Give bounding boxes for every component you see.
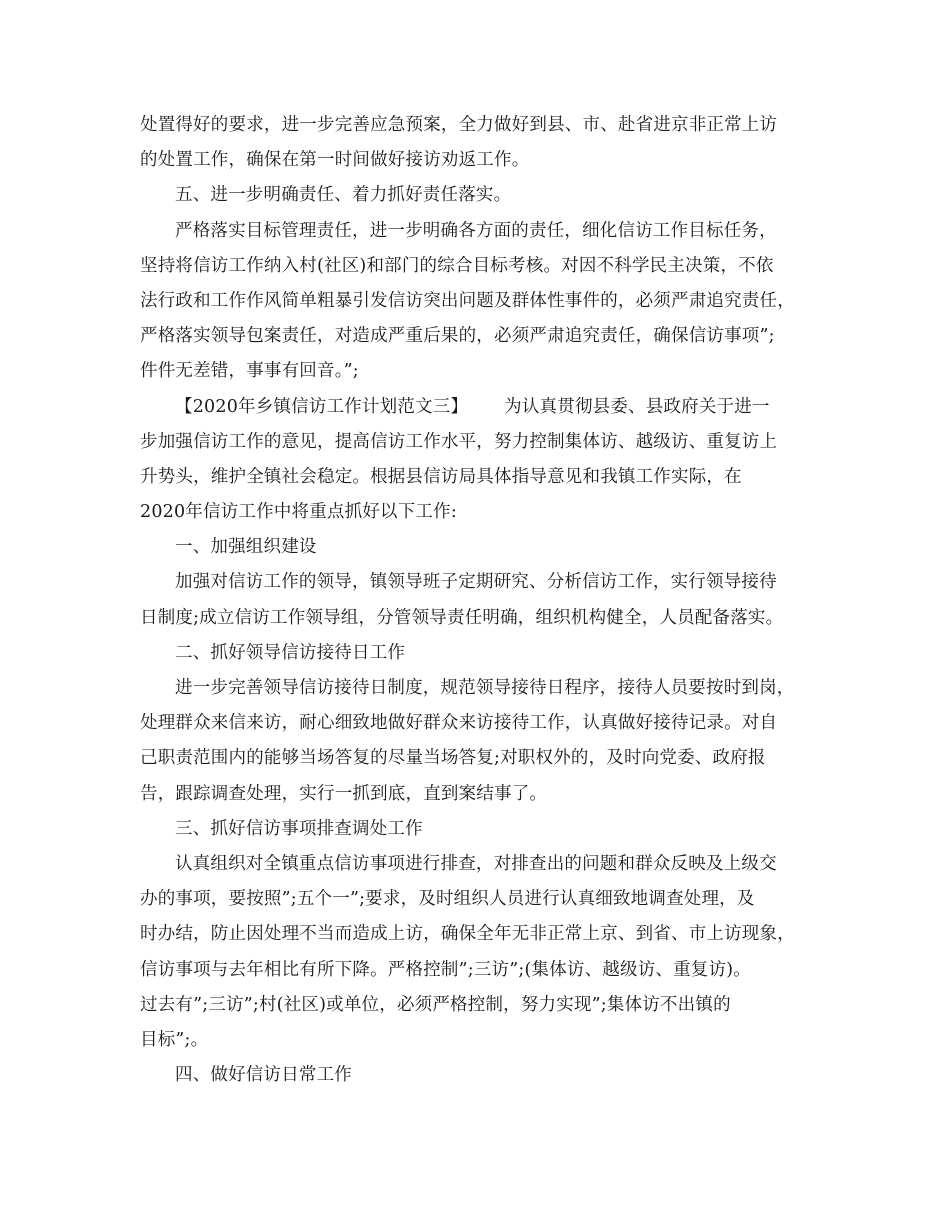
text-line-content: 升势头，维护全镇社会稳定。根据县信访局具体指导意见和我镇工作实际，在 [140,466,742,487]
text-line-content: 【2020年乡镇信访工作计划范文三】 [175,396,469,417]
text-line-content: 法行政和工作作风简单粗暴引发信访突出问题及群体性事件的，必须严肃追究责任， [140,290,795,311]
text-line-content: 2020年信访工作中将重点抓好以下工作: [140,502,457,523]
text-line [140,530,812,565]
text-line-content: 加强对信访工作的领导，镇领导班子定期研究、分析信访工作，实行领导接待 [175,572,777,593]
text-line [140,882,812,917]
text-line [140,601,812,636]
text-line-content: 时办结，防止因处理不当而造成上访，确保全年无非正常上京、到省、市上访现象， [140,924,795,945]
text-line [140,953,812,988]
text-line-content: 处理群众来信来访，耐心细致地做好群众来访接待工作，认真做好接待记录。对自 [140,713,778,734]
text-line [140,671,812,706]
text-line-content: 二、抓好领导信访接待日工作 [175,642,406,663]
text-line [140,495,812,530]
text-line-content: 步加强信访工作的意见，提高信访工作水平，努力控制集体访、越级访、重复访上 [140,431,778,452]
text-line-content: 办的事项，要按照”;五个一”;要求，及时组织人员进行认真细致地调查处理，及 [140,889,755,910]
text-line [140,214,812,249]
text-line [140,812,812,847]
text-line [140,847,812,882]
text-line [140,284,812,319]
text-line [140,425,812,460]
text-line-content: 的处置工作，确保在第一时间做好接访劝返工作。 [140,150,530,171]
text-line-continuation: 为认真贯彻县委、县政府关于进一 [504,396,770,417]
text-line [140,741,812,776]
text-line [140,636,812,671]
text-line-content: 处置得好的要求，进一步完善应急预案，全力做好到县、市、赴省进京非正常上访 [140,115,778,135]
text-line [140,319,812,354]
text-line-content: 进一步完善领导信访接待日制度，规范领导接待日程序，接待人员要按时到岗， [175,678,795,698]
text-line [140,390,812,425]
text-line [140,706,812,741]
text-line-content: 三、抓好信访事项排查调处工作 [175,818,423,839]
text-line-content: 过去有”;三访”;村(社区)或单位，必须严格控制，努力实现”;集体访不出镇的 [140,994,731,1015]
text-line [140,777,812,812]
text-line-content: 严格落实目标管理责任，进一步明确各方面的责任，细化信访工作目标任务， [175,220,777,241]
text-line-content: 四、做好信访日常工作 [175,1065,352,1086]
text-line-content: 件件无差错，事事有回音。”; [140,361,359,382]
text-line [140,178,812,213]
text-line-content: 信访事项与去年相比有所下降。严格控制”;三访”;(集体访、越级访、重复访)。 [140,959,751,980]
text-line [140,1023,812,1058]
text-line [140,108,812,143]
text-line [140,1058,812,1093]
text-line [140,354,812,389]
text-line [140,460,812,495]
text-line-content: 告，跟踪调查处理，实行一抓到底，直到案结事了。 [140,783,548,804]
text-line-content: 日制度;成立信访工作领导组，分管领导责任明确，组织机构健全，人员配备落实。 [140,607,784,628]
text-line-content: 己职责范围内的能够当场答复的尽量当场答复;对职权外的，及时向党委、政府报 [140,748,766,769]
text-line [140,143,812,178]
text-line-content: 目标”;。 [140,1029,209,1050]
text-line-content: 一、加强组织建设 [175,537,317,558]
text-line [140,988,812,1023]
text-line [140,565,812,600]
text-line [140,249,812,284]
text-line-content: 五、进一步明确责任、着力抓好责任落实。 [175,185,512,206]
text-line-content: 严格落实领导包案责任，对造成严重后果的，必须严肃追究责任，确保信访事项”; [140,326,775,347]
text-line [140,917,812,952]
document-body [140,108,812,1093]
text-line-content: 认真组织对全镇重点信访事项进行排查，对排查出的问题和群众反映及上级交 [175,853,777,874]
text-line-content: 坚持将信访工作纳入村(社区)和部门的综合目标考核。对因不科学民主决策，不依 [140,255,774,276]
